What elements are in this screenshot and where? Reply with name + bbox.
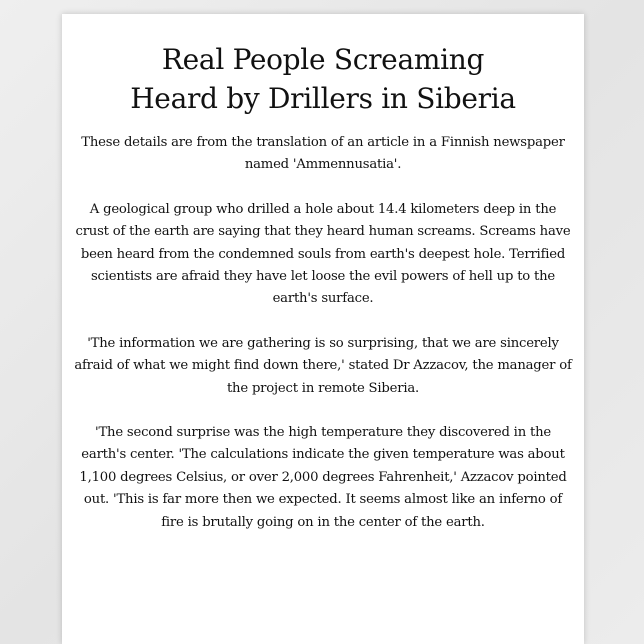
title-line-2: Heard by Drillers in Siberia [130,82,516,115]
paragraph-quote: 'The information we are gathering is so surprising, that we are sincerely afraid of what we might find down there,' stated Dr Azzacov, the manager of the project in remote Siberia. [74,335,572,396]
page-title [72,40,574,118]
paragraph-intro: These details are from the translation of an article in a Finnish newspaper named 'Ammennusatia'. [81,135,565,173]
paragraph-temperature: 'The second surprise was the high temperature they discovered in the earth's center. 'The calculations indicate the given temperature was about 1,100 degrees Celsius, or over 2,000 degrees Fahrenheit,' Azzacov pointed out. 'This is far more then we expected. It seems almost like an inferno of fire is brutally going on in the center of the earth. [79,425,567,530]
paragraph-screams: A geological group who drilled a hole about 14.4 kilometers deep in the crust of the earth are saying that they heard human screams. Screams have been heard from the condemned souls from earth's deepest hole. Terrified scientists are afraid they have let loose the evil powers of hell up to the earth's surface. [75,201,571,307]
title-line-1: Real People Screaming [161,43,485,76]
flyer-page [62,14,584,644]
